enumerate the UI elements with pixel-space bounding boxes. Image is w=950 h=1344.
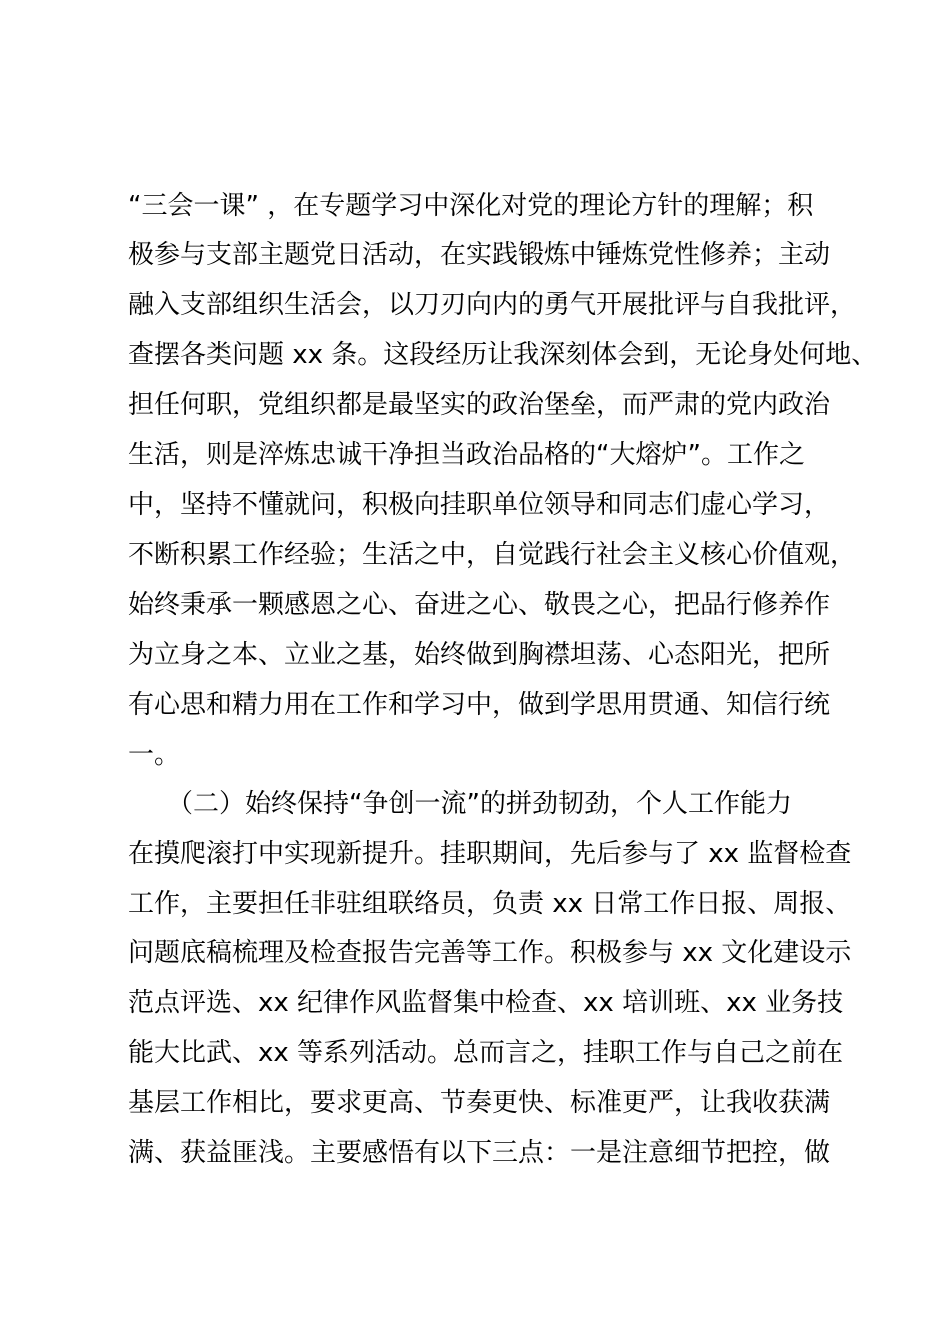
text-line: 满、获益匪浅。主要感悟有以下三点：一是注意细节把控，做 — [128, 1138, 831, 1168]
text-line: 查摆各类问题 xx 条。这段经历让我深刻体会到，无论身处何地、 — [128, 340, 878, 370]
text-line: 一。 — [128, 740, 181, 770]
text-line: 在摸爬滚打中实现新提升。挂职期间，先后参与了 xx 监督检查 — [128, 839, 852, 869]
text-line: 问题底稿梳理及检查报告完善等工作。积极参与 xx 文化建设示 — [128, 938, 852, 968]
section-heading-line: （二）始终保持“争创一流”的拼劲韧劲，个人工作能力 — [128, 789, 792, 819]
text-line: 基层工作相比，要求更高、节奏更快、标准更严，让我收获满 — [128, 1088, 831, 1118]
text-line: 不断积累工作经验；生活之中，自觉践行社会主义核心价值观， — [128, 540, 857, 570]
text-line: 担任何职，党组织都是最坚实的政治堡垒，而严肃的党内政治 — [128, 390, 831, 420]
text-line: 中，坚持不懂就问，积极向挂职单位领导和同志们虚心学习， — [128, 490, 831, 520]
text-line: 为立身之本、立业之基，始终做到胸襟坦荡、心态阳光，把所 — [128, 640, 831, 670]
text-line: 能大比武、xx 等系列活动。总而言之，挂职工作与自己之前在 — [128, 1038, 844, 1068]
text-line: “三会一课” ，在专题学习中深化对党的理论方针的理解；积 — [128, 191, 814, 221]
text-line: 极参与支部主题党日活动，在实践锻炼中锤炼党性修养；主动 — [128, 240, 831, 270]
text-line: 融入支部组织生活会，以刀刃向内的勇气开展批评与自我批评， — [128, 290, 857, 320]
text-line: 有心思和精力用在工作和学习中，做到学思用贯通、知信行统 — [128, 690, 831, 720]
text-line: 生活，则是淬炼忠诚干净担当政治品格的“大熔炉”。工作之 — [128, 440, 805, 470]
text-line: 始终秉承一颗感恩之心、奋进之心、敬畏之心，把品行修养作 — [128, 590, 831, 620]
text-line: 工作，主要担任非驻组联络员，负责 xx 日常工作日报、周报、 — [128, 889, 852, 919]
text-line: 范点评选、xx 纪律作风监督集中检查、xx 培训班、xx 业务技 — [128, 988, 844, 1018]
